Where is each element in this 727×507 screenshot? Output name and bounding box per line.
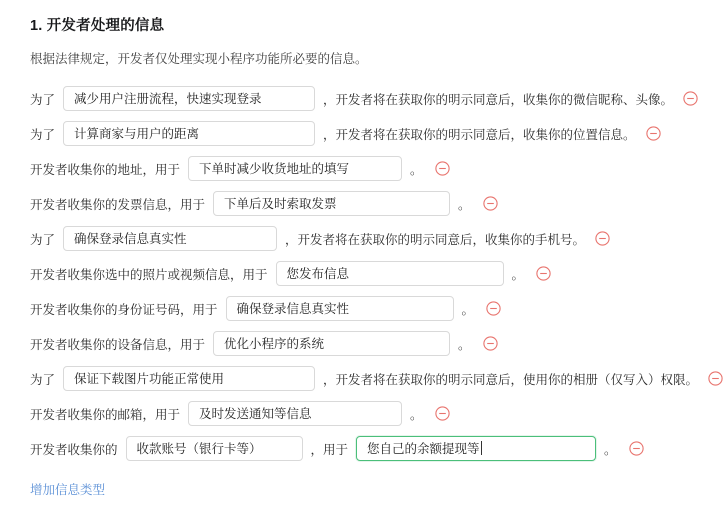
section-description: 根据法律规定，开发者仅处理实现小程序功能所必要的信息。 bbox=[30, 52, 368, 66]
remove-row-icon[interactable] bbox=[595, 231, 610, 246]
row-suffix-label: ，开发者将在获取你的明示同意后，收集你的微信昵称、头像。 bbox=[323, 92, 674, 107]
info-type-row bbox=[30, 431, 709, 466]
info-type-row bbox=[30, 256, 709, 291]
remove-row-icon[interactable] bbox=[483, 196, 498, 211]
remove-row-icon[interactable] bbox=[486, 301, 501, 316]
purpose-input[interactable]: 下单后及时索取发票 bbox=[213, 191, 450, 216]
info-type-row bbox=[30, 396, 709, 431]
purpose-input[interactable]: 下单时减少收货地址的填写 bbox=[188, 156, 402, 181]
purpose-secondary-input[interactable] bbox=[356, 436, 596, 461]
info-type-row bbox=[30, 326, 709, 361]
remove-row-icon[interactable] bbox=[708, 371, 723, 386]
remove-row-icon[interactable] bbox=[536, 266, 551, 281]
purpose-input[interactable]: 保证下载图片功能正常使用 bbox=[63, 366, 315, 391]
text-caret bbox=[481, 441, 482, 455]
row-suffix-label: ，开发者将在获取你的明示同意后，收集你的位置信息。 bbox=[323, 127, 636, 142]
remove-row-icon[interactable] bbox=[435, 406, 450, 421]
info-type-row bbox=[30, 116, 709, 151]
purpose-input[interactable]: 收款账号（银行卡等） bbox=[126, 436, 303, 461]
row-prefix-label: 开发者收集你的邮箱，用于 bbox=[30, 407, 181, 422]
row-prefix-label: 开发者收集你的身份证号码，用于 bbox=[30, 302, 218, 317]
row-prefix-label: 开发者收集你的 bbox=[30, 442, 118, 457]
row-period: 。 bbox=[458, 337, 471, 352]
purpose-input[interactable]: 及时发送通知等信息 bbox=[188, 401, 402, 426]
row-period: 。 bbox=[604, 442, 617, 457]
page-title: 1. 开发者处理的信息 bbox=[30, 18, 165, 34]
info-type-row bbox=[30, 186, 709, 221]
info-type-rows bbox=[30, 81, 709, 466]
row-period: 。 bbox=[458, 197, 471, 212]
purpose-input[interactable]: 您发布信息 bbox=[276, 261, 504, 286]
row-prefix-label: 开发者收集你的地址，用于 bbox=[30, 162, 181, 177]
info-type-row bbox=[30, 151, 709, 186]
row-period: 。 bbox=[461, 302, 475, 317]
remove-row-icon[interactable] bbox=[629, 441, 644, 456]
purpose-input[interactable]: 确保登录信息真实性 bbox=[226, 296, 454, 321]
info-type-row bbox=[30, 291, 709, 326]
row-prefix-label: 为了 bbox=[30, 92, 56, 107]
info-type-row bbox=[30, 361, 709, 396]
remove-row-icon[interactable] bbox=[435, 161, 450, 176]
purpose-input[interactable]: 优化小程序的系统 bbox=[213, 331, 450, 356]
add-info-type-link[interactable]: 增加信息类型 bbox=[30, 483, 106, 497]
row-period: 。 bbox=[410, 162, 423, 177]
row-suffix-label: ，开发者将在获取你的明示同意后，收集你的手机号。 bbox=[285, 232, 586, 247]
remove-row-icon[interactable] bbox=[483, 336, 498, 351]
remove-row-icon[interactable] bbox=[646, 126, 661, 141]
row-prefix-label: 开发者收集你的发票信息，用于 bbox=[30, 197, 206, 212]
remove-row-icon[interactable] bbox=[683, 91, 698, 106]
row-suffix-label: ，开发者将在获取你的明示同意后，使用你的相册（仅写入）权限。 bbox=[323, 372, 699, 387]
row-prefix-label: 开发者收集你选中的照片或视频信息，用于 bbox=[30, 267, 268, 282]
purpose-input[interactable]: 减少用户注册流程，快速实现登录 bbox=[63, 86, 315, 111]
row-prefix-label: 为了 bbox=[30, 232, 56, 247]
info-type-row bbox=[30, 221, 709, 256]
row-prefix-label: 为了 bbox=[30, 372, 56, 387]
purpose-input[interactable]: 确保登录信息真实性 bbox=[63, 226, 277, 251]
info-type-row bbox=[30, 81, 709, 116]
purpose-input[interactable]: 计算商家与用户的距离 bbox=[63, 121, 315, 146]
row-prefix-label: 为了 bbox=[30, 127, 56, 142]
row-prefix-label: 开发者收集你的设备信息，用于 bbox=[30, 337, 206, 352]
purpose-secondary-value: 您自己的余额提现等 bbox=[367, 442, 480, 456]
row-period: 。 bbox=[410, 407, 423, 422]
row-mid-label: ，用于 bbox=[310, 442, 349, 457]
row-period: 。 bbox=[511, 267, 525, 282]
